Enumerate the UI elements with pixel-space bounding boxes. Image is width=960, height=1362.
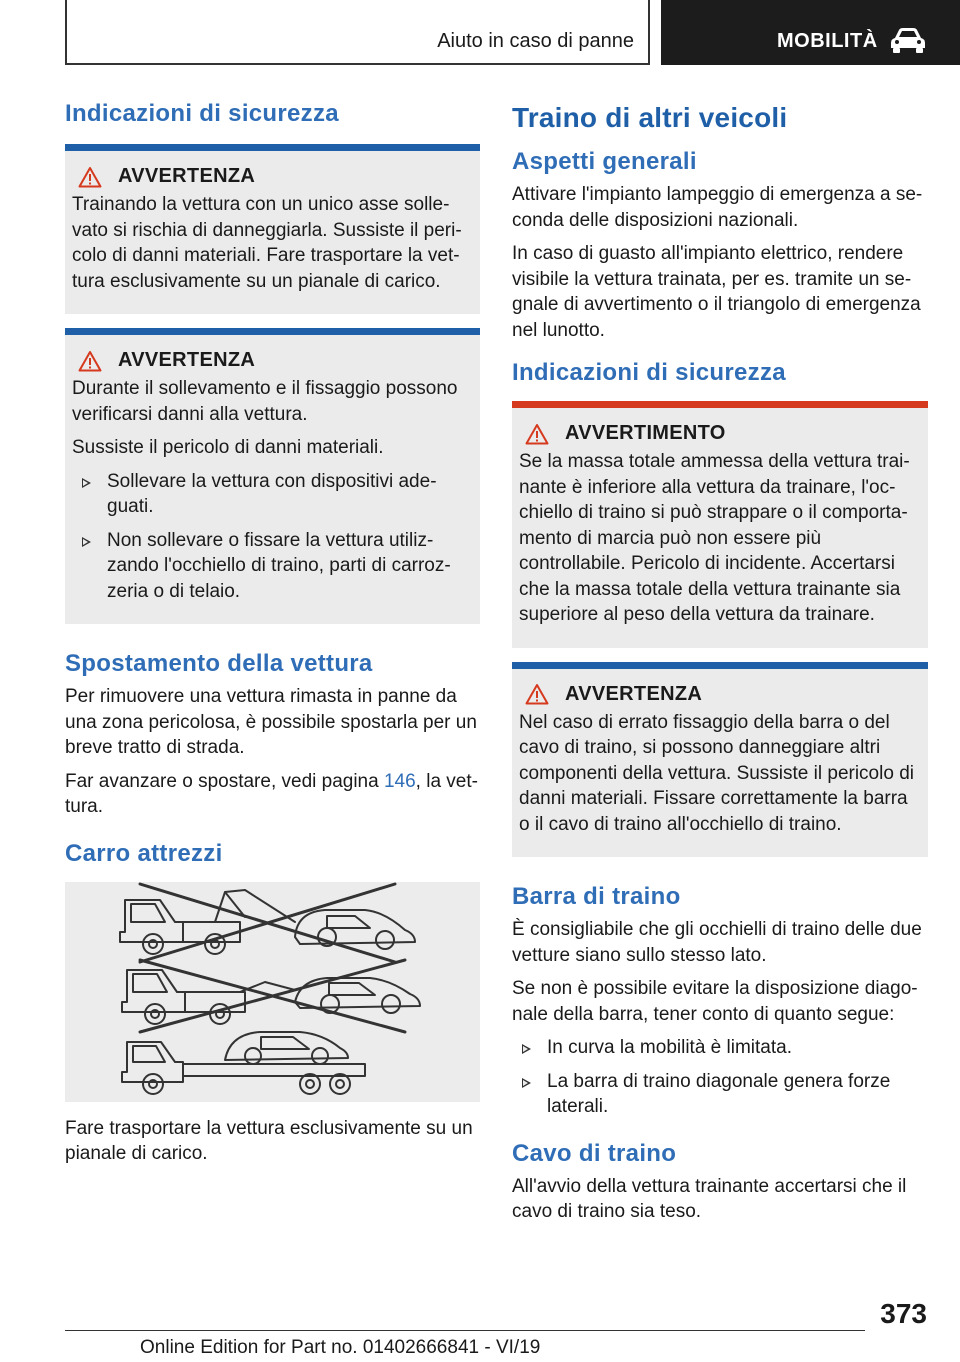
page-link[interactable]: 146 bbox=[383, 770, 416, 792]
header-section-tab bbox=[65, 0, 650, 65]
heading-tow-cable: Cavo di traino bbox=[512, 1139, 677, 1167]
warning-title-row bbox=[519, 422, 921, 445]
heading-move-vehicle: Spostamento della vettura bbox=[65, 650, 373, 677]
header-chapter-title: MOBILITÀ bbox=[777, 30, 878, 52]
right-column bbox=[512, 100, 928, 1233]
heading-towing: Traino di altri veicoli bbox=[512, 102, 788, 133]
warning-text: Se la massa totale ammessa della vettura trainante è inferiore alla vettura da trainare, l'occhiello di traino si può strappare o il comportamento di marcia può non essere più controllabile. Pericolo di incidente. Accertarsi che la massa totale della vettura trainante sia superiore al peso della vettura da trainare. bbox=[519, 451, 910, 625]
warning-text: Sussiste il pericolo di danni materiali. bbox=[72, 437, 384, 458]
header-chapter-tab bbox=[661, 0, 960, 65]
page-number: 373 bbox=[880, 1298, 927, 1329]
warning-title: AVVERTENZA bbox=[565, 682, 703, 705]
warning-box-3 bbox=[512, 401, 928, 648]
warning-box-2 bbox=[65, 328, 480, 624]
bar-text-1: È consigliabile che gli occhielli di traino delle due vetture siano sullo stesso lato. bbox=[512, 919, 922, 966]
warning-title-row bbox=[519, 683, 921, 706]
footer-divider bbox=[65, 1330, 865, 1331]
tow-caption: Fare trasportare la vettura esclusivamente su un pianale di carico. bbox=[65, 1117, 473, 1164]
move-text-1: Per rimuovere una vettura rimasta in panne da una zona pericolosa, è possibile spostarla per un breve tratto di strada. bbox=[65, 686, 477, 758]
warning-title-row bbox=[72, 349, 473, 372]
cable-text: All'avvio della vettura trainante accertarsi che il cavo di traino sia teso. bbox=[512, 1175, 907, 1222]
bar-list bbox=[512, 1035, 928, 1120]
header-section-title: Aiuto in caso di panne bbox=[437, 30, 634, 52]
move-text-2: Far avanzare o spostare, vedi pagina 146, la vettura. bbox=[65, 770, 478, 817]
general-text-2: In caso di guasto all'impianto elettrico, rendere visibile la vettura trainata, per es. tramite un segnale di avvertimento o il triangolo di emergenza nel lunotto. bbox=[512, 243, 921, 341]
warning-box-1 bbox=[65, 144, 480, 314]
warning-text: Trainando la vettura con un unico asse sollevato si rischia di danneggiarla. Sussiste il pericolo di danni materiali. Fare trasportare la vettura esclusivamente su un pianale di carico. bbox=[72, 194, 462, 292]
warning-box-4 bbox=[512, 662, 928, 858]
list-item: La barra di traino diagonale genera forze laterali. bbox=[512, 1069, 928, 1120]
warning-title: AVVERTENZA bbox=[118, 165, 256, 187]
heading-safety-right: Indicazioni di sicurezza bbox=[512, 359, 786, 386]
tow-truck-illustration bbox=[65, 882, 480, 1102]
tow-truck-row-3 bbox=[122, 1032, 365, 1094]
warning-triangle-icon bbox=[525, 423, 549, 445]
warning-text: Nel caso di errato fissaggio della barra o del cavo di traino, si possono danneggiare altri componenti della vettura. Sussiste il pericolo di danni materiali. Fissare correttamente la barra o il cavo di traino all'occhiello di traino. bbox=[519, 711, 914, 835]
arrow-bullet-icon bbox=[522, 1078, 531, 1088]
warning-text: Durante il sollevamento e il fissaggio possono verificarsi danni alla vettura. bbox=[72, 378, 458, 425]
arrow-bullet-icon bbox=[522, 1044, 531, 1054]
warning-list bbox=[72, 469, 473, 605]
warning-triangle-icon bbox=[525, 683, 549, 705]
bar-text-2: Se non è possibile evitare la disposizione diagonale della barra, tener conto di quanto segue: bbox=[512, 978, 918, 1025]
heading-tow-truck: Carro attrezzi bbox=[65, 839, 223, 867]
list-item: In curva la mobilità è limitata. bbox=[512, 1035, 928, 1061]
list-item: Non sollevare o fissare la vettura utilizzando l'occhiello di traino, parti di carrozzeria o di telaio. bbox=[72, 528, 473, 605]
general-text-1: Attivare l'impianto lampeggio di emergenza a seconda delle disposizioni nazionali. bbox=[512, 184, 923, 231]
arrow-bullet-icon bbox=[82, 478, 91, 488]
car-icon bbox=[889, 26, 927, 54]
warning-title: AVVERTIMENTO bbox=[565, 422, 726, 444]
left-column bbox=[65, 100, 480, 1175]
heading-tow-bar: Barra di traino bbox=[512, 883, 681, 910]
heading-general: Aspetti generali bbox=[512, 148, 697, 175]
warning-title: AVVERTENZA bbox=[118, 349, 256, 371]
list-item: Sollevare la vettura con dispositivi adeguati. bbox=[72, 469, 473, 520]
footer-edition: Online Edition for Part no. 01402666841 - VI/19 bbox=[140, 1337, 541, 1358]
warning-triangle-icon bbox=[78, 350, 102, 372]
warning-triangle-icon bbox=[78, 166, 102, 188]
heading-safety-left: Indicazioni di sicurezza bbox=[65, 100, 339, 127]
arrow-bullet-icon bbox=[82, 537, 91, 547]
warning-title-row bbox=[72, 165, 473, 188]
